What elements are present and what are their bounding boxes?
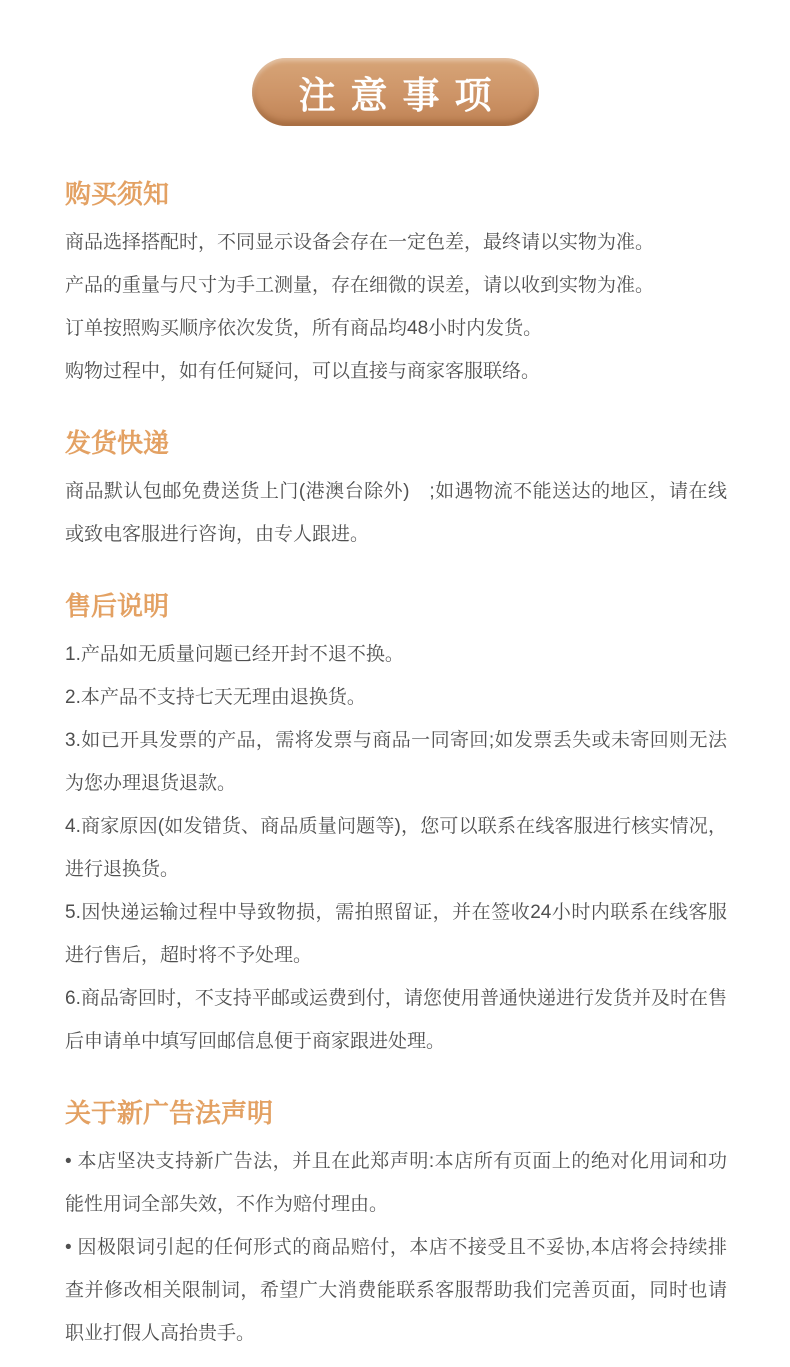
ad-law-bullet-2: • 因极限词引起的任何形式的商品赔付，本店不接受且不妥协,本店将会持续排查并修改相关限制词，希望广大消费能联系客服帮助我们完善页面，同时也请职业打假人高抬贵手。: [65, 1237, 727, 1344]
section-purchase-notes: [65, 178, 727, 393]
after-sales-item-5: 5.因快递运输过程中导致物损，需拍照留证，并在签收24小时内联系在线客服进行售后，超时将不予处理。: [65, 902, 727, 966]
notice-banner-title: 注意事项: [298, 75, 507, 116]
shipping-line-1: 商品默认包邮免费送货上门(港澳台除外) ;如遇物流不能送达的地区，请在线或致电客服进行咨询，由专人跟进。: [65, 481, 727, 545]
purchase-notes-line-3: 订单按照购买顺序依次发货，所有商品均48小时内发货。: [65, 318, 543, 339]
after-sales-item-4: 4.商家原因(如发错货、商品质量问题等)，您可以联系在线客服进行核实情况，进行退换货。: [65, 816, 727, 880]
notice-banner-pill: [252, 58, 539, 126]
shipping-heading: 发货快递: [65, 428, 170, 458]
after-sales-item-3: 3.如已开具发票的产品，需将发票与商品一同寄回;如发票丢失或未寄回则无法为您办理退货退款。: [65, 730, 727, 794]
after-sales-heading: 售后说明: [65, 591, 170, 621]
ad-law-heading: 关于新广告法声明: [65, 1098, 274, 1128]
after-sales-item-2: 2.本产品不支持七天无理由退换货。: [65, 687, 366, 708]
after-sales-item-6: 6.商品寄回时，不支持平邮或运费到付，请您使用普通快递进行发货并及时在售后申请单中填写回邮信息便于商家跟进处理。: [65, 988, 727, 1052]
section-after-sales: [65, 590, 727, 1063]
purchase-notes-line-4: 购物过程中，如有任何疑问，可以直接与商家客服联络。: [65, 361, 541, 382]
after-sales-item-1: 1.产品如无质量问题已经开封不退不换。: [65, 644, 404, 665]
purchase-notes-line-2: 产品的重量与尺寸为手工测量，存在细微的误差，请以收到实物为准。: [65, 275, 655, 296]
section-shipping: [65, 427, 727, 556]
purchase-notes-line-1: 商品选择搭配时，不同显示设备会存在一定色差，最终请以实物为准。: [65, 232, 655, 253]
purchase-notes-heading: 购买须知: [65, 179, 170, 209]
notice-content: [65, 178, 727, 1355]
ad-law-bullet-1: • 本店坚决支持新广告法，并且在此郑声明:本店所有页面上的绝对化用词和功能性用词全部失效，不作为赔付理由。: [65, 1151, 727, 1215]
section-ad-law-statement: [65, 1097, 727, 1355]
